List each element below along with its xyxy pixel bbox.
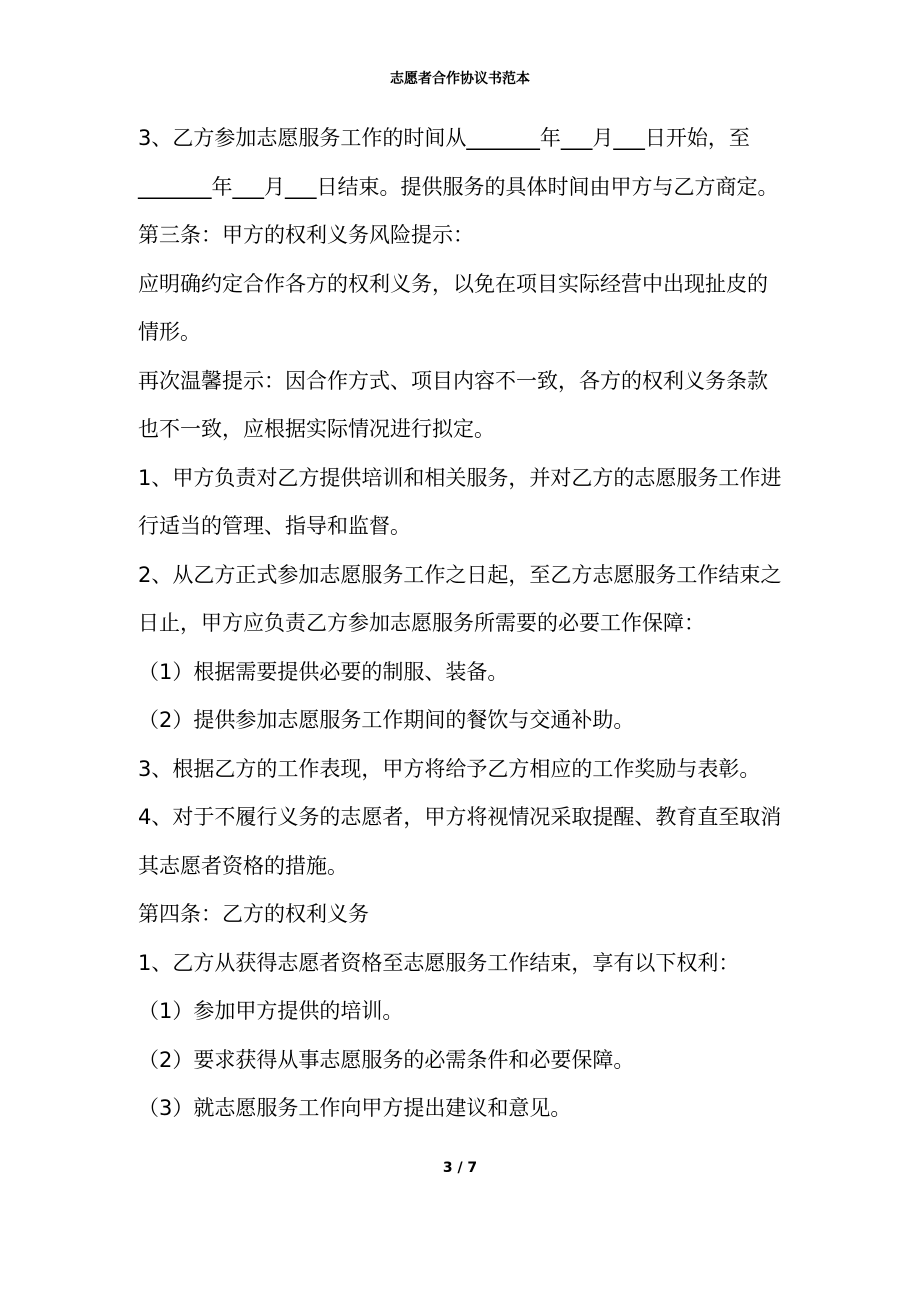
- list-item: （2）要求获得从事志愿服务的必需条件和必要保障。: [138, 1047, 635, 1072]
- paragraph: 应明确约定合作各方的权利义务，以免在项目实际经营中出现扯皮的情形。: [138, 271, 768, 344]
- page-number: 3 / 7: [442, 1160, 478, 1176]
- paragraph: 3、根据乙方的工作表现，甲方将给予乙方相应的工作奖励与表彰。: [138, 756, 761, 781]
- list-item: （3）就志愿服务工作向甲方提出建议和意见。: [138, 1096, 572, 1120]
- paragraph: 1、乙方从获得志愿者资格至志愿服务工作结束，享有以下权利：: [138, 950, 740, 975]
- section-heading: 第四条：乙方的权利义务: [138, 902, 369, 926]
- paragraph: 4、对于不履行义务的志愿者，甲方将视情况采取提醒、教育直至取消其志愿者资格的措施。: [138, 805, 782, 878]
- list-item: （1）参加甲方提供的培训。: [138, 999, 404, 1023]
- list-item: （1）根据需要提供必要的制服、装备。: [138, 659, 509, 684]
- paragraph: 再次温馨提示：因合作方式、项目内容不一致，各方的权利义务条款也不一致，应根据实际情况进行拟定。: [138, 368, 768, 441]
- document-body: [138, 114, 788, 1133]
- paragraph: 3、乙方参加志愿服务工作的时间从_______年___月___日开始，至_______年___月___日结束。提供服务的具体时间由甲方与乙方商定。: [138, 126, 779, 199]
- paragraph: 2、从乙方正式参加志愿服务工作之日起，至乙方志愿服务工作结束之日止，甲方应负责乙方参加志愿服务所需要的必要工作保障：: [138, 562, 782, 635]
- list-item: （2）提供参加志愿服务工作期间的餐饮与交通补助。: [138, 708, 635, 732]
- page-header-title: 志愿者合作协议书范本: [390, 71, 530, 87]
- paragraph: 1、甲方负责对乙方提供培训和相关服务，并对乙方的志愿服务工作进行适当的管理、指导和监督。: [138, 465, 782, 538]
- section-heading: 第三条：甲方的权利义务风险提示：: [138, 223, 474, 247]
